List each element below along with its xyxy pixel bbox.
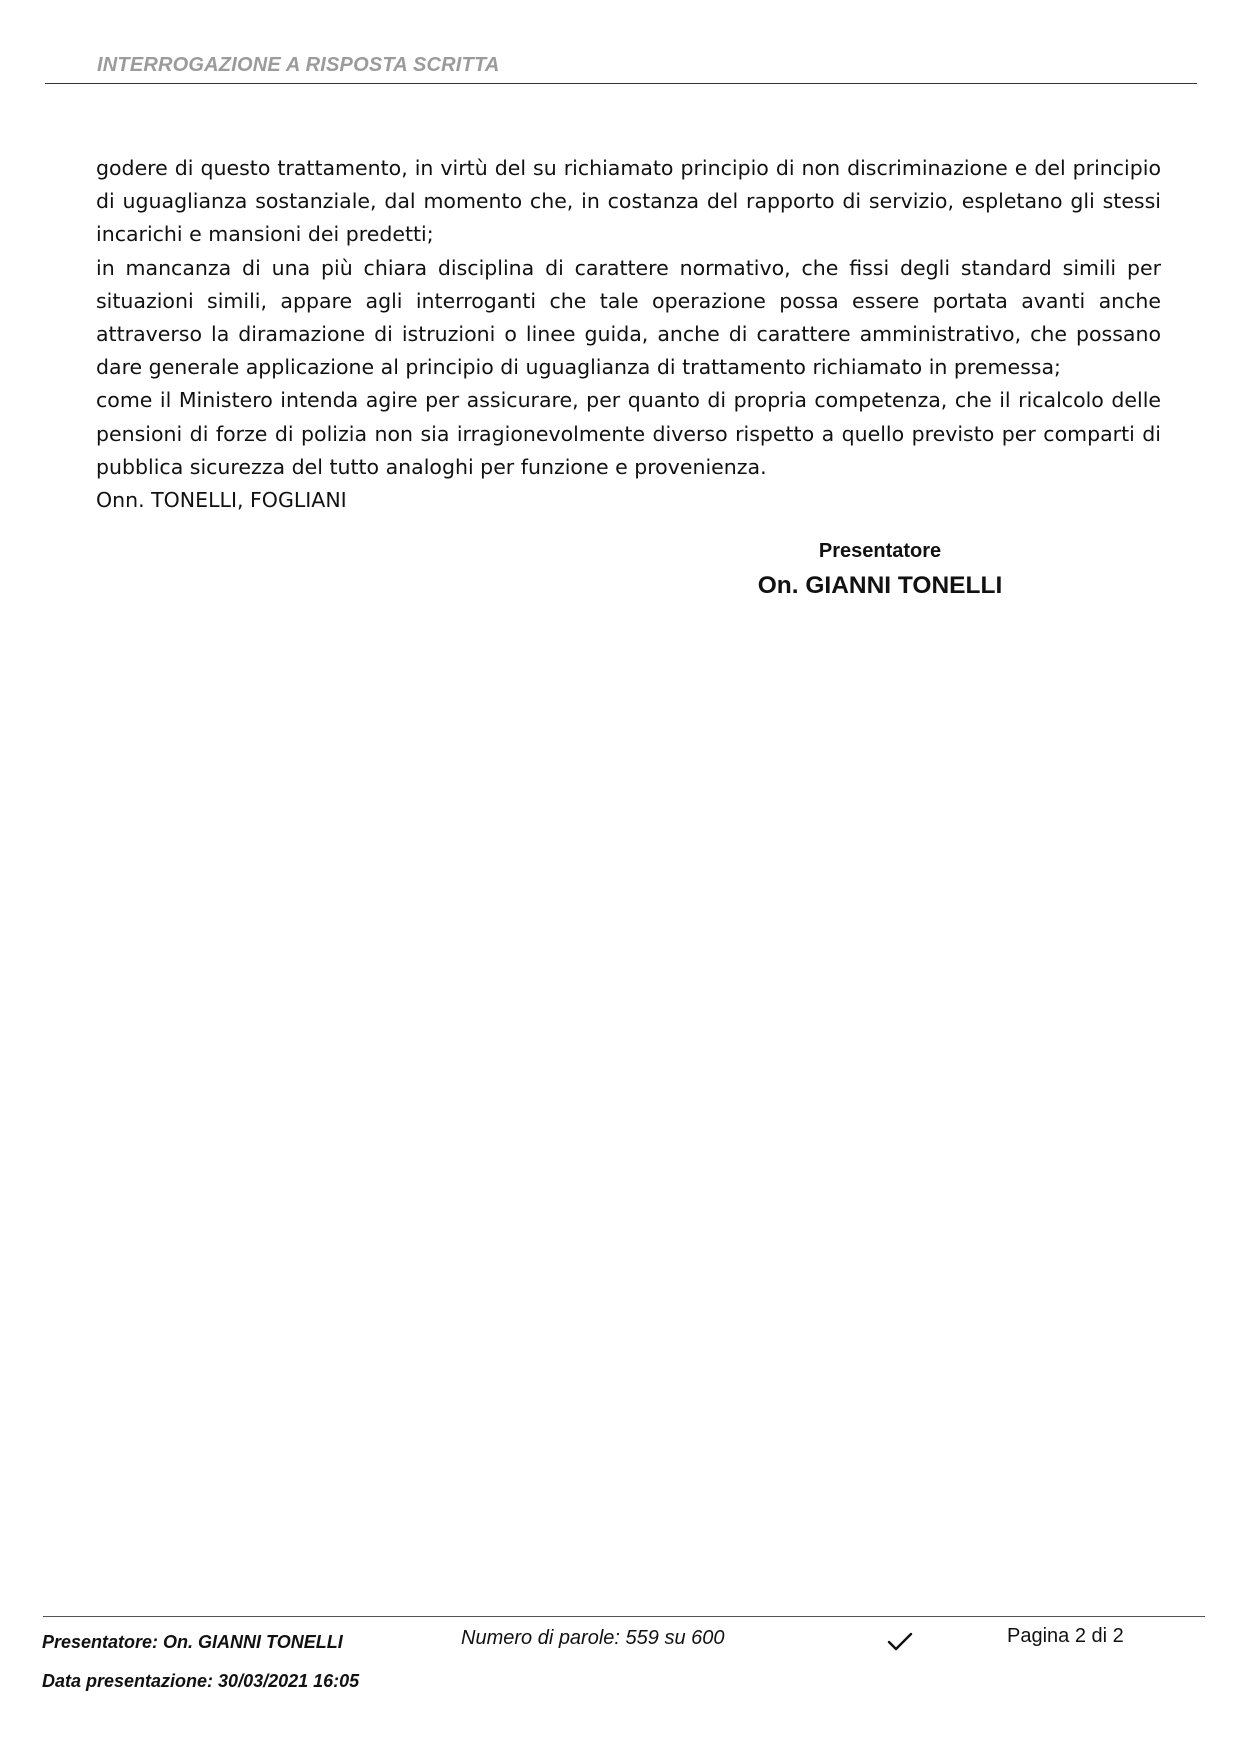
signatories-line: Onn. TONELLI, FOGLIANI: [96, 488, 347, 513]
footer-divider: [43, 1616, 1205, 1617]
body-paragraph-1: godere di questo trattamento, in virtù del su richiamato principio di non discriminazione e del principio di uguaglianza sostanziale, dal momento che, in costanza del rapporto di servizio, espletano gli stessi incarichi e mansioni dei predetti;: [96, 156, 1161, 247]
presenter-name: On. GIANNI TONELLI: [757, 572, 1003, 599]
header-divider: [45, 83, 1197, 84]
checkmark-icon: [887, 1631, 913, 1653]
document-header-title: INTERROGAZIONE A RISPOSTA SCRITTA: [97, 54, 500, 76]
presenter-block: [700, 536, 1060, 604]
footer-page-number: Pagina 2 di 2: [1007, 1625, 1124, 1647]
presenter-label: Presentatore: [818, 540, 942, 562]
document-body: [96, 152, 1161, 517]
body-paragraph-2: in mancanza di una più chiara disciplina di carattere normativo, che fissi degli standard simili per situazioni simili, appare agli interroganti che tale operazione possa essere portata avanti anche attraverso la diramazione di istruzioni o linee guida, anche di carattere amministrativo, che possano dare generale applicazione al principio di uguaglianza di trattamento richiamato in premessa;: [96, 255, 1161, 380]
body-paragraph-3: come il Ministero intenda agire per assicurare, per quanto di propria competenza, che il ricalcolo delle pensioni di forze di polizia non sia irragionevolmente diverso rispetto a quello previsto per comparti di pubblica sicurezza del tutto analoghi per funzione e provenienza.: [96, 388, 1161, 479]
footer-word-count: Numero di parole: 559 su 600: [461, 1627, 725, 1649]
footer-submission-date: Data presentazione: 30/03/2021 16:05: [42, 1671, 360, 1691]
footer-presenter: Presentatore: On. GIANNI TONELLI: [42, 1632, 343, 1652]
